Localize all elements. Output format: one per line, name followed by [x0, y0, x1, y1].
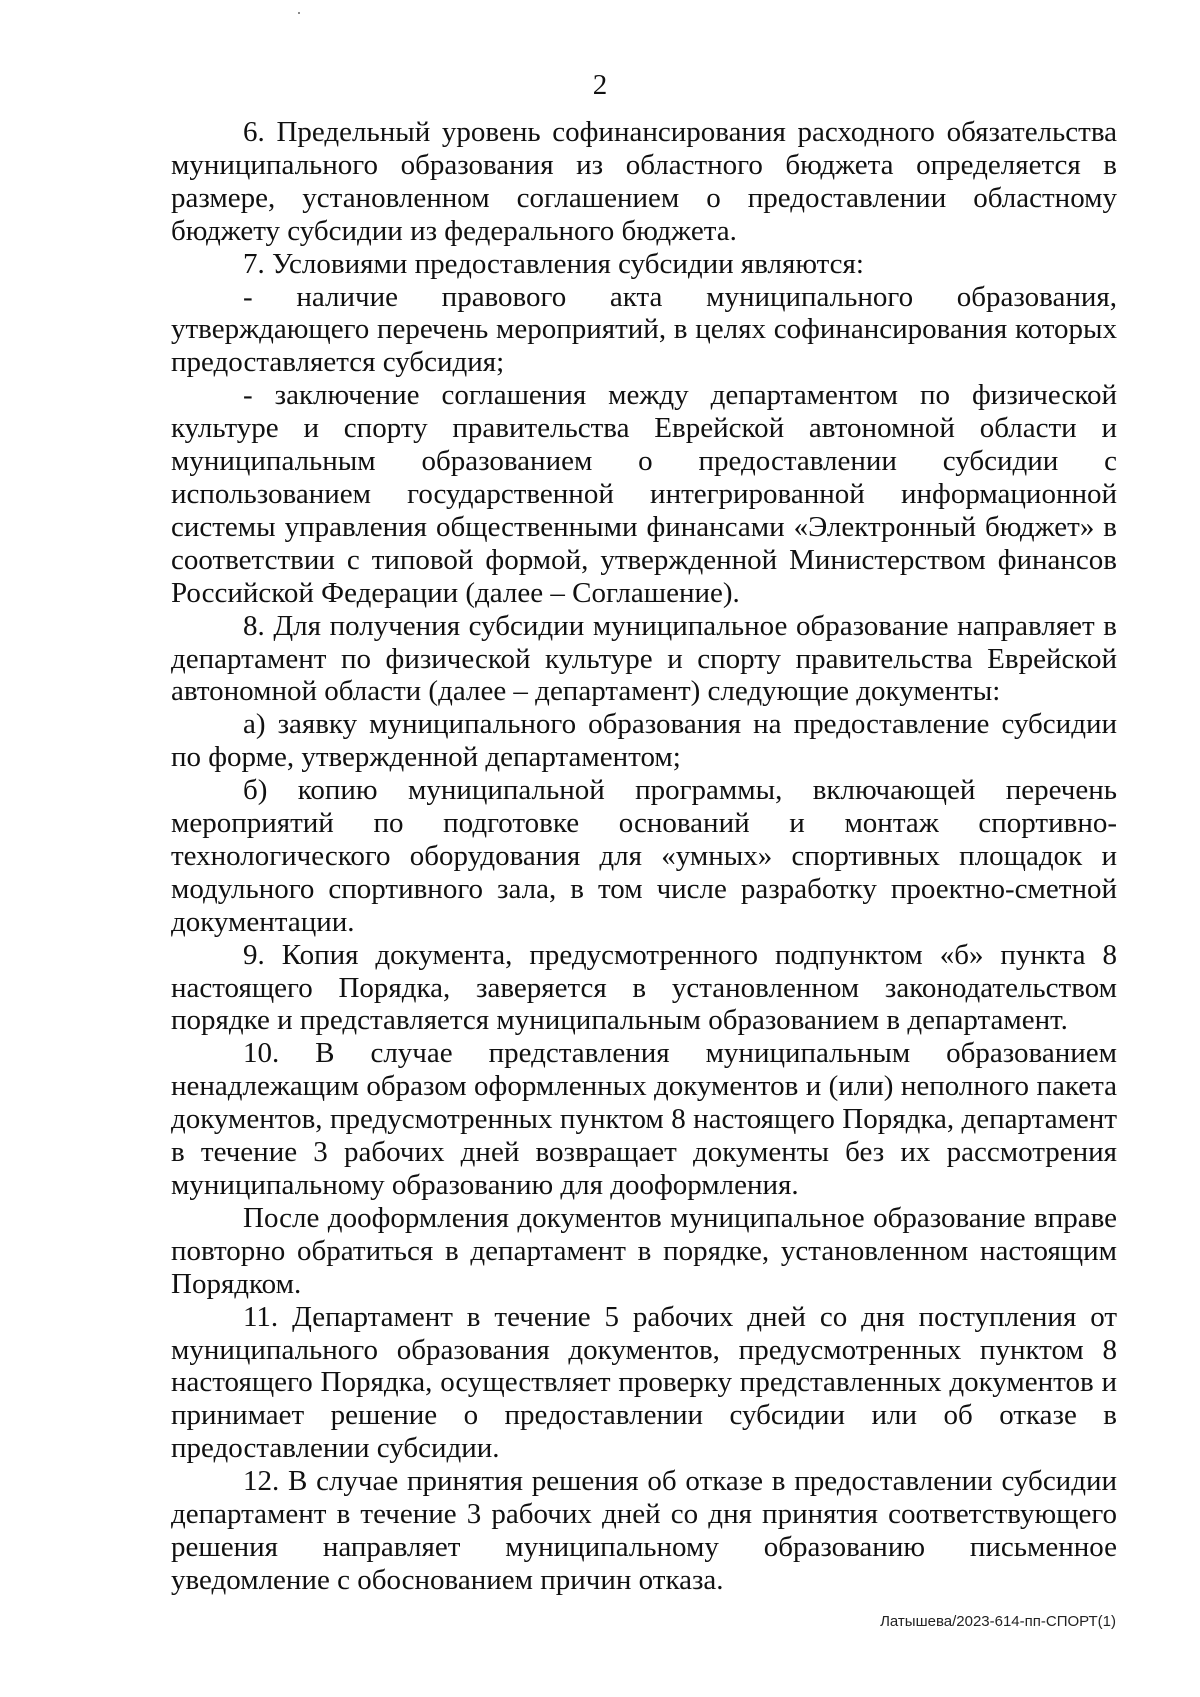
- paragraph-7: 7. Условиями предоставления субсидии являются:: [243, 247, 864, 280]
- paragraph-9: 9. Копия документа, предусмотренного подпунктом «б» пункта 8 настоящего Порядка, заверяется в установленном законодательством порядке и представляется муниципальным образованием в департамент.: [171, 938, 1117, 1037]
- paragraph-11: 11. Департамент в течение 5 рабочих дней со дня поступления от муниципального образования документов, предусмотренных пунктом 8 настоящего Порядка, осуществляет проверку представленных документов и принимает решение о предоставлении субсидии или об отказе в предоставлении субсидии.: [171, 1300, 1117, 1465]
- paragraph-7-item-2: - заключение соглашения между департаментом по физической культуре и спорту правительства Еврейской автономной области и муниципальным образованием о предоставлении субсидии с использованием государственной интегрированной информационной системы управления общественными финансами «Электронный бюджет» в соответствии с типовой формой, утвержденной Министерством финансов Российской Федерации (далее – Соглашение).: [171, 379, 1117, 609]
- paragraph-8: 8. Для получения субсидии муниципальное образование направляет в департамент по физической культуре и спорту правительства Еврейской автономной области (далее – департамент) следующие документы:: [171, 609, 1117, 708]
- paragraph-10-continuation: После дооформления документов муниципальное образование вправе повторно обратиться в департамент в порядке, установленном настоящим Порядком.: [171, 1201, 1117, 1300]
- paragraph-8-item-b: б) копию муниципальной программы, включающей перечень мероприятий по подготовке оснований и монтаж спортивно-технологического оборудования для «умных» спортивных площадок и модульного спортивного зала, в том числе разработку проектно-сметной документации.: [171, 774, 1117, 938]
- paragraph-7-item-1: - наличие правового акта муниципального образования, утверждающего перечень мероприятий, в целях софинансирования которых предоставляется субсидия;: [171, 280, 1117, 379]
- paragraph-6: 6. Предельный уровень софинансирования расходного обязательства муниципального образования из областного бюджета определяется в размере, установленном соглашением о предоставлении областному бюджету субсидии из федерального бюджета.: [171, 116, 1117, 247]
- footer-reference: Латышева/2023-614-пп-СПОРТ(1): [880, 1613, 1116, 1630]
- paragraph-10: 10. В случае представления муниципальным образованием ненадлежащим образом оформленных документов и (или) неполного пакета документов, предусмотренных пунктом 8 настоящего Порядка, департамент в течение 3 рабочих дней возвращает документы без их рассмотрения муниципальному образованию для дооформления.: [171, 1037, 1117, 1201]
- document-body: [171, 116, 1117, 1597]
- paragraph-12: 12. В случае принятия решения об отказе в предоставлении субсидии департамент в течение 3 рабочих дней со дня принятия соответствующего решения направляет муниципальному образованию письменное уведомление с обоснованием причин отказа.: [171, 1465, 1117, 1596]
- paragraph-8-item-a: а) заявку муниципального образования на предоставление субсидии по форме, утвержденной департаментом;: [171, 708, 1117, 774]
- scan-speck: [298, 12, 300, 14]
- page-number: 2: [592, 69, 608, 101]
